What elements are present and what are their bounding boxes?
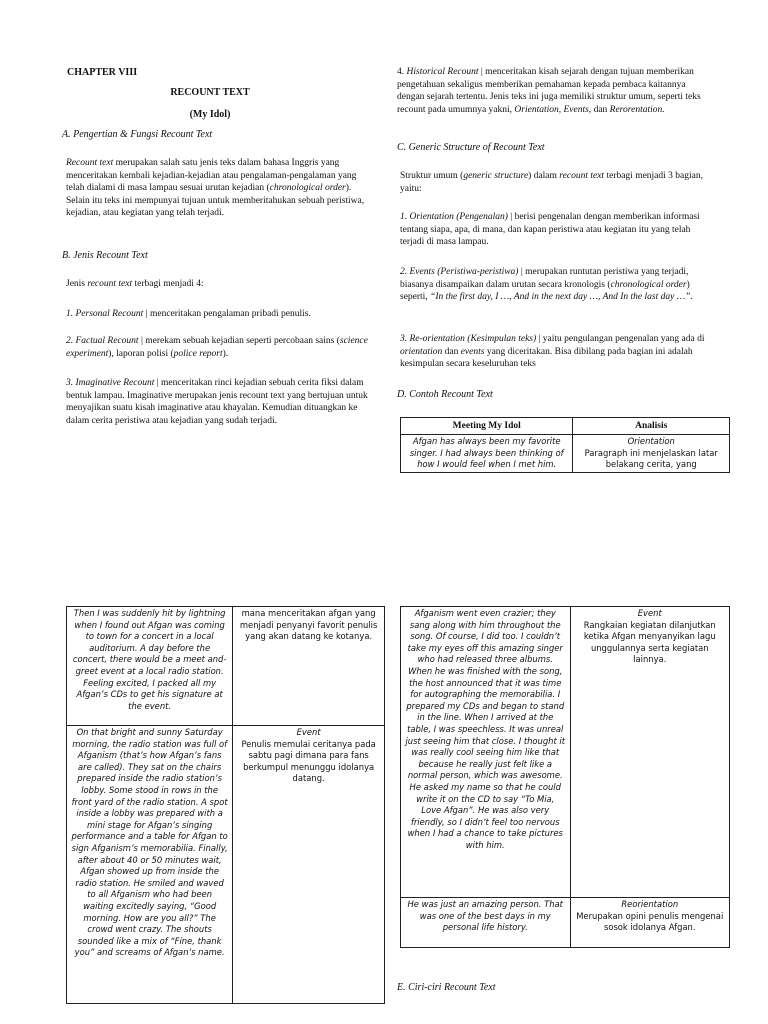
section-d-heading: D. Contoh Recount Text	[397, 389, 493, 400]
section-c-events: 2. Events (Peristiwa-peristiwa) | merupakan runtutan peristiwa yang terjadi, biasanya disampaikan dalam urutan secara kronologis (chronological order) seperti, “In the first day, I …, And in the next day …, And In the last day …”.	[400, 267, 693, 302]
example-table-right	[400, 606, 730, 948]
table-row	[401, 435, 730, 473]
table-row	[401, 607, 730, 898]
table-header-analysis: Analisis	[573, 418, 730, 435]
section-b-item-2: 2. Factual Recount | merekam sebuah kejadian seperti percobaan sains (science experiment), laporan polisi (police report).	[66, 336, 368, 359]
story-cell: Afganism went even crazier; they sang along with him throughout the song. Of course, I did too. I couldn’t take my eyes off this amazing singer who had released three albums. When he was finished with the song, the host announced that it was time for autographing the memorabilia. I prepared my CDs and began to stand in the line. When I arrived at the table, I was speechless. It was unreal just seeing him that close. I thought it was really cool seeing him like that because he really just felt like a normal person, which was awesome. He asked my name so that he could write it on the CD to say “To Mia, Love Afgan”. He was also very friendly, so I didn’t feel too nervous when I had a chance to take pictures with him.	[405, 608, 566, 850]
analysis-label: Event	[296, 727, 321, 737]
analysis-cell: Paragraph ini menjelaskan latar belakang cerita, yang	[584, 447, 718, 470]
section-c-orientation: 1. Orientation (Pengenalan) | berisi pengenalan dengan memberikan informasi tentang siapa, apa, di mana, dan kapan peristiwa atau kegiatan itu yang telah terjadi di masa lampau.	[400, 212, 700, 247]
section-b-item-1: 1. Personal Recount | menceritakan pengalaman pribadi penulis.	[66, 309, 311, 319]
section-b-heading: B. Jenis Recount Text	[62, 250, 148, 261]
section-c-heading: C. Generic Structure of Recount Text	[397, 142, 545, 153]
section-b-item-4: 4. Historical Recount | menceritakan kisah sejarah dengan tujuan memberikan pengetahuan sekaligus memberikan pemahaman kepada pembaca kaitannya dengan sejarah tertentu. Jenis teks ini juga memiliki struktur umum, seperti teks recount pada umumnya yakni, Orientation, Events, dan Rerorentation.	[397, 67, 701, 115]
page-title: RECOUNT TEXT	[170, 87, 250, 98]
section-c-reorientation: 3. Re-orientation (Kesimpulan teks) | yaitu pengulangan pengenalan yang ada di orientation dan events yang diceritakan. Bisa dibilang pada bagian ini adalah kesimpulan secara keseluruhan teks	[400, 334, 705, 369]
chapter-label: CHAPTER VIII	[67, 67, 138, 78]
analysis-label: Event	[637, 608, 662, 618]
page-subtitle: (My Idol)	[189, 109, 231, 120]
section-b-item-3: 3. Imaginative Recount | menceritakan rinci kejadian sebuah cerita fiksi dalam bentuk lampau. Imaginative merupakan jenis recount text yang bertujuan untuk menyajikan suatu kisah imaginative atau khayalan. Kemudian dituangkan ke dalam cerita peristiwa atau kejadian yang sudah terjadi.	[66, 378, 368, 426]
section-b-intro: Jenis recount text terbagi menjadi 4:	[66, 279, 204, 289]
example-table-left	[66, 606, 385, 1004]
analysis-cell: Penulis memulai ceritanya pada sabtu pagi dimana para fans berkumpul menunggu idolanya datang.	[241, 738, 376, 784]
analysis-cell: mana menceritakan afgan yang menjadi penyanyi favorit penulis yang akan datang ke kotanya.	[239, 608, 378, 642]
story-cell: He was just an amazing person. That was one of the best days in my personal life history.	[407, 899, 563, 933]
section-c-intro: Struktur umum (generic structure) dalam recount text terbagi menjadi 3 bagian, yaitu:	[400, 171, 703, 194]
section-a-heading: A. Pengertian & Fungsi Recount Text	[62, 129, 213, 140]
example-table-top	[400, 417, 730, 473]
story-cell: On that bright and sunny Saturday morning, the radio station was full of Afganism (that’s how Afgan’s fans are called). They sat on the chairs prepared inside the radio station’s lobby. Some stood in rows in the front yard of the radio station. A spot inside a lobby was prepared with a mini stage for Afgan’s singing performance and a table for Afgan to sign Afganism’s memorabilia. Finally, after about 40 or 50 minutes wait, Afgan showed up from inside the radio station. He smiled and waved to all Afganism who had been waiting excitedly saying, “Good morning. How are you all?” The crowd went crazy. The shouts sounded like a mix of “Fine, thank you” and screams of Afgan’s name.	[71, 727, 228, 958]
analysis-label: Reorientation	[621, 899, 679, 909]
section-a-paragraph: Recount text merupakan salah satu jenis teks dalam bahasa Inggris yang menceritakan kembali kejadian-kejadian atau pengalaman-pengalaman yang telah dialami di masa lampau sesuai urutan kejadian (chronological order). Selain itu teks ini mempunyai tujuan untuk memberitahukan sebuah peristiwa, kejadian, atau kegiatan yang telah terjadi.	[66, 158, 365, 218]
table-row	[67, 726, 385, 1004]
story-cell: Then I was suddenly hit by lightning when I found out Afgan was coming to town for a concert in a local auditorium. A day before the concert, there would be a meet and-greet event at a local radio station. Feeling excited, I packed all my Afgan’s CDs to get his signature at the event.	[72, 608, 227, 711]
table-row	[67, 607, 385, 726]
analysis-label: Orientation	[627, 436, 675, 446]
story-cell: Afgan has always been my favorite singer. I had always been thinking of how I would feel when I met him.	[409, 436, 564, 470]
analysis-cell: Merupakan opini penulis mengenai sosok idolanya Afgan.	[576, 910, 724, 933]
table-header-story: Meeting My Idol	[401, 418, 573, 435]
section-e-heading: E. Ciri-ciri Recount Text	[397, 982, 496, 993]
analysis-cell: Rangkaian kegiatan dilanjutkan ketika Afgan menyanyikan lagu unggulannya serta kegiatan lainnya.	[583, 619, 716, 665]
table-row	[401, 898, 730, 948]
